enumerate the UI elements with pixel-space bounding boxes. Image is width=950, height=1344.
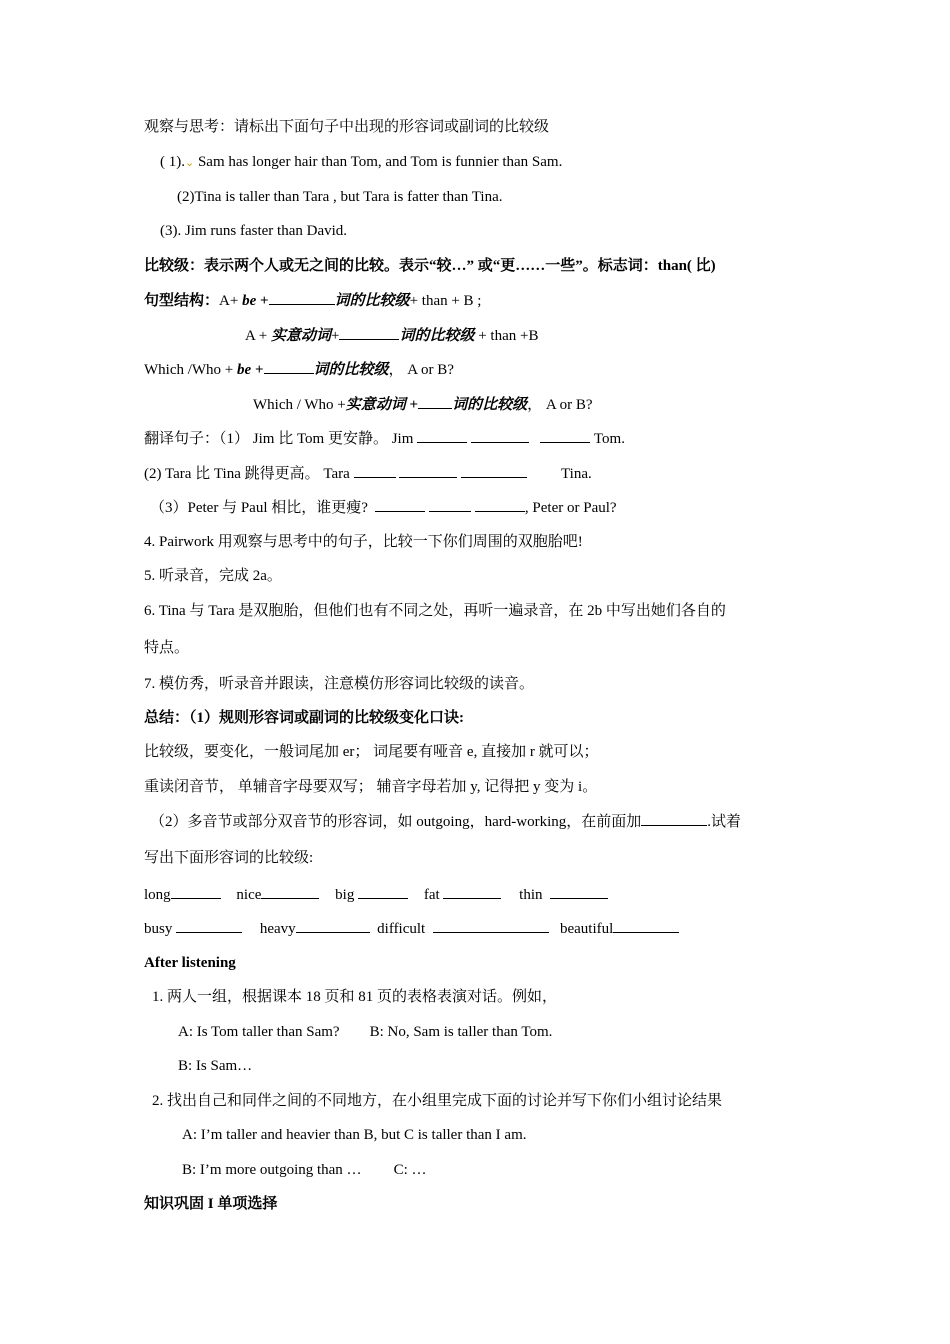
summary-rule-2: 重读闭音节， 单辅音字母要双写； 辅音字母若加 y, 记得把 y 变为 i。 [144,779,598,795]
word-heavy: heavy [259,921,296,937]
dialog-1 [178,1022,552,1042]
translate-2 [144,463,592,484]
blank [264,359,314,374]
blank [171,884,221,899]
translate-3-text: （3）Peter 与 Paul 相比，谁更瘦? [150,500,368,516]
task-6-line-1: 6. Tina 与 Tara 是双胞胎，但他们也有不同之处，再听一遍录音，在 2b 中写出她们各自的 [144,603,726,619]
blank [613,918,679,933]
comparative-text: 词的比较级 [399,328,475,344]
verb-text: 实意动词 [270,328,331,344]
pattern-3 [144,359,454,380]
translate-label: 翻译句子：（1） [144,431,250,447]
dialog-2 [182,1160,427,1180]
blank [475,497,525,512]
translate-1-end: Tom. [593,431,625,447]
be-text: be [237,362,252,378]
after-listening-title: After listening [144,955,236,971]
observe-title: 观察与思考：请标出下面句子中出现的形容词或副词的比较级 [144,119,550,135]
dialog-1-b: B: No, Sam is taller than Tom. [369,1024,553,1040]
pattern-1 [144,290,481,311]
word-row-2 [144,918,679,939]
blank [433,918,549,933]
pattern-4 [253,394,593,415]
pattern-3-tail: ， A or B? [388,362,454,378]
summary-rule-3-end: .试着 [707,814,741,830]
word-busy: busy [144,921,173,937]
plus-text: + [405,397,419,413]
pattern-4-a: Which / Who + [253,397,346,413]
blank [418,394,452,409]
edit-mark-icon: ⌄ [185,157,195,169]
after-item-2: 2. 找出自己和同伴之间的不同地方，在小组里完成下面的讨论并写下你们小组讨论结果 [152,1093,723,1109]
observe-sentence-1 [160,152,562,173]
translate-2-end: Tina. [561,466,592,482]
pattern-2 [245,325,538,346]
blank [358,884,408,899]
after-item-1: 1. 两人一组，根据课本 18 页和 81 页的表格表演对话。例如， [152,989,558,1005]
word-thin: thin [519,887,543,903]
summary-rule-3 [150,811,741,832]
task-7: 7. 模仿秀，听录音并跟读，注意模仿形容词比较级的读音。 [144,676,535,692]
plus-text: + [256,293,269,309]
pattern-3-a: Which /Who + [144,362,238,378]
be-text: be [242,293,257,309]
translate-1 [144,428,625,449]
blank [461,463,527,478]
footer-title: 知识巩固 I 单项选择 [144,1196,278,1212]
blank [261,884,319,899]
observe-sentence-2: (2)Tina is taller than Tara , but Tara is fatter than Tina. [177,189,503,205]
comparative-text: 词的比较级 [313,362,389,378]
blank [641,811,707,826]
word-row-1 [144,884,608,905]
summary-rule-3b: 写出下面形容词的比较级: [144,850,314,866]
word-beautiful: beautiful [559,921,614,937]
blank [417,428,467,443]
translate-3-end: , Peter or Paul? [524,500,617,516]
pattern-4-tail: ， A or B? [527,397,593,413]
pattern-2-tail: + than +B [474,328,539,344]
pattern-1-a: A+ [219,293,243,309]
pattern-label: 句型结构： [144,293,220,309]
blank [269,290,335,305]
task-6-line-2: 特点。 [144,640,190,656]
dialog-1-c: B: Is Sam… [178,1058,253,1074]
observe-sentence-1-prefix: ( 1). [160,154,185,170]
translate-1-text: Jim 比 Tom 更安静。 Jim [249,431,414,447]
blank [471,428,529,443]
translate-2-text: (2) Tara 比 Tina 跳得更高。 Tara [144,466,350,482]
task-4: 4. Pairwork 用观察与思考中的句子，比较一下你们周围的双胞胎吧! [144,534,583,550]
verb-text: 实意动词 [345,397,406,413]
word-fat: fat [423,887,440,903]
summary-rule-1: 比较级，要变化，一般词尾加 er； 词尾要有哑音 e, 直接加 r 就可以； [144,744,599,760]
blank [443,884,501,899]
comparative-definition: 比较级：表示两个人或无之间的比较。表示“较…” 或“更……一些”。标志词：than( 比) [144,258,716,274]
blank [550,884,608,899]
comparative-text: 词的比较级 [452,397,528,413]
summary-title: 总结：（1）规则形容词或副词的比较级变化口诀: [144,710,464,726]
observe-sentence-3: (3). Jim runs faster than David. [160,223,348,239]
comparative-text: 词的比较级 [334,293,410,309]
blank [399,463,457,478]
dialog-2-b: B: I’m more outgoing than … [182,1162,362,1178]
pattern-2-a: A + [245,328,271,344]
word-difficult: difficult [377,921,426,937]
observe-sentence-1-text: Sam has longer hair than Tom, and Tom is funnier than Sam. [194,154,563,170]
blank [540,428,590,443]
plus-text: + [330,328,340,344]
dialog-2-a: A: I’m taller and heavier than B, but C is taller than I am. [182,1127,527,1143]
dialog-2-c: C: … [393,1162,427,1178]
word-big: big [335,887,355,903]
blank [429,497,471,512]
blank [354,463,396,478]
task-5: 5. 听录音，完成 2a。 [144,568,282,584]
blank [339,325,399,340]
summary-rule-3-text: （2）多音节或部分双音节的形容词，如 outgoing，hard-working，在前面加 [150,814,642,830]
word-nice: nice [236,887,262,903]
word-long: long [144,887,171,903]
dialog-1-a: A: Is Tom taller than Sam? [178,1024,340,1040]
blank [375,497,425,512]
plus-text: + [251,362,264,378]
blank [176,918,242,933]
blank [296,918,370,933]
pattern-1-tail: + than + B ; [409,293,482,309]
translate-3 [150,497,617,518]
